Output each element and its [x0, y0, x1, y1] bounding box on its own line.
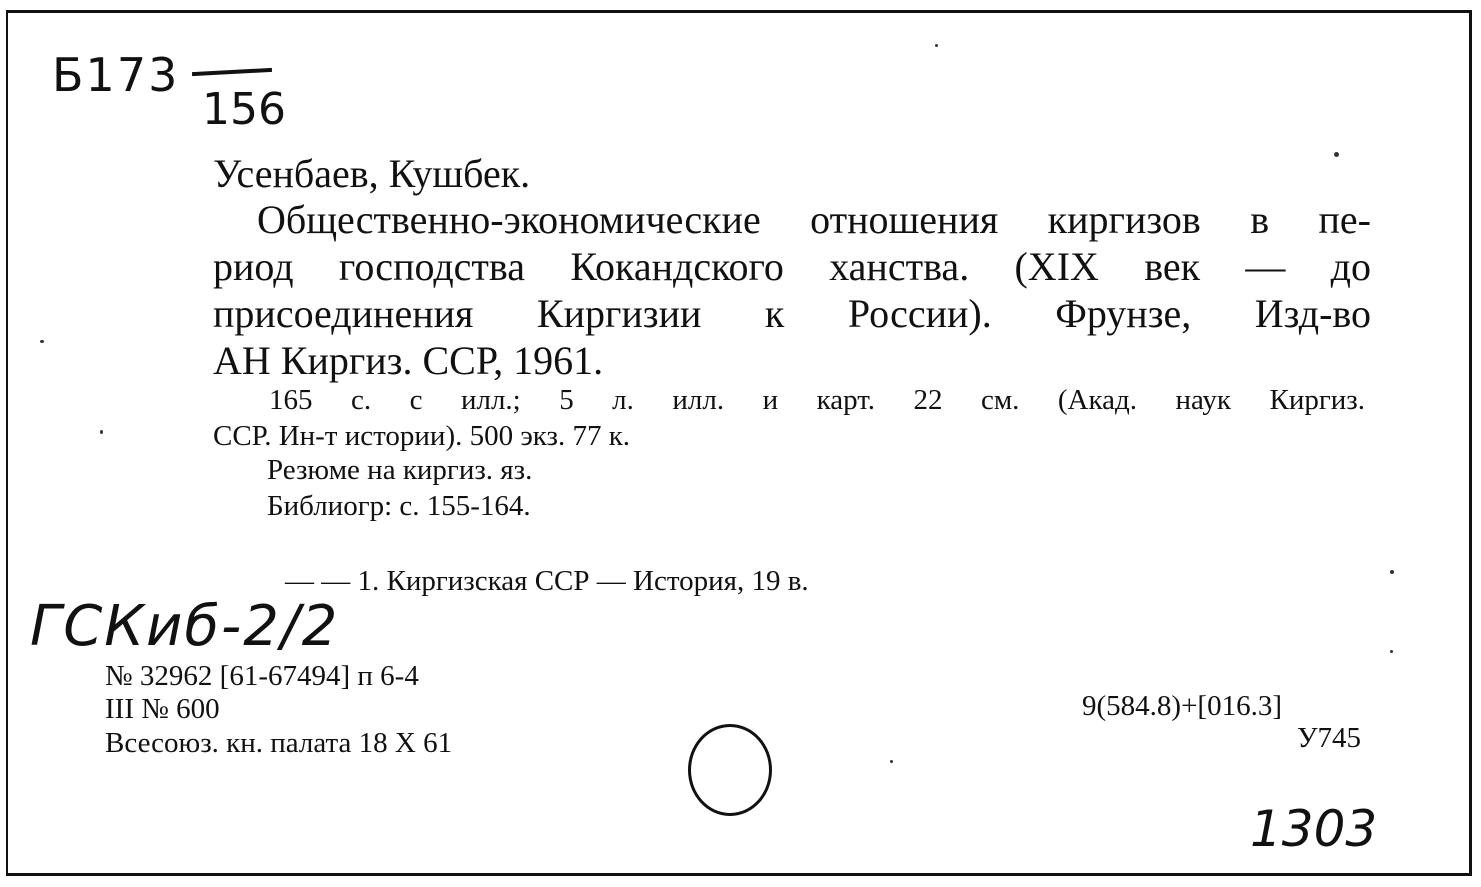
- title-line: риод господства Кокандского ханства. (XIX век — до: [213, 244, 1371, 289]
- scan-speck: [890, 760, 893, 763]
- registration-number: № 32962 [61-67494] п 6-4: [105, 660, 419, 692]
- title-line: АН Киргиз. ССР, 1961.: [213, 338, 604, 383]
- shelfmark-top: Б173: [52, 48, 180, 102]
- shelfmark-bottom: 156: [202, 84, 286, 135]
- note-resume: Резюме на киргиз. яз.: [267, 454, 533, 486]
- author-mark: У745: [1297, 722, 1362, 754]
- classification-index: 9(584.8)+[016.3]: [1082, 690, 1282, 722]
- scan-speck: [1390, 570, 1394, 574]
- scan-speck: [40, 340, 44, 343]
- shelfmark-fraction-line: [192, 68, 272, 76]
- punch-hole: [688, 724, 772, 816]
- collation-line: ССР. Ин-т истории). 500 экз. 77 к.: [213, 420, 631, 452]
- chamber-number: III № 600: [105, 693, 220, 725]
- handwritten-inventory-code: ГСКиб-2/2: [30, 594, 340, 659]
- collation-line: 165 с. с илл.; 5 л. илл. и карт. 22 см. (Акад. наук Киргиз.: [269, 384, 1365, 416]
- note-bibliography: Библиогр: с. 155-164.: [267, 490, 531, 522]
- author-heading: Усенбаев, Кушбек.: [213, 151, 531, 196]
- title-block: [213, 196, 1371, 384]
- handwritten-shelfmark: [52, 48, 292, 138]
- scan-speck: [1334, 152, 1339, 157]
- title-line: Общественно-экономические отношения киргизов в пе-: [257, 197, 1371, 242]
- scan-speck: [1390, 650, 1393, 653]
- scan-speck: [100, 430, 103, 434]
- scan-speck: [935, 44, 938, 47]
- collation-block: [213, 382, 1365, 454]
- book-chamber-date: Всесоюз. кн. палата 18 X 61: [105, 727, 453, 759]
- subject-heading: — — 1. Киргизская ССР — История, 19 в.: [285, 565, 809, 597]
- handwritten-corner-number: 1303: [1250, 800, 1378, 858]
- title-line: присоединения Киргизии к России). Фрунзе, Изд-во: [213, 291, 1371, 336]
